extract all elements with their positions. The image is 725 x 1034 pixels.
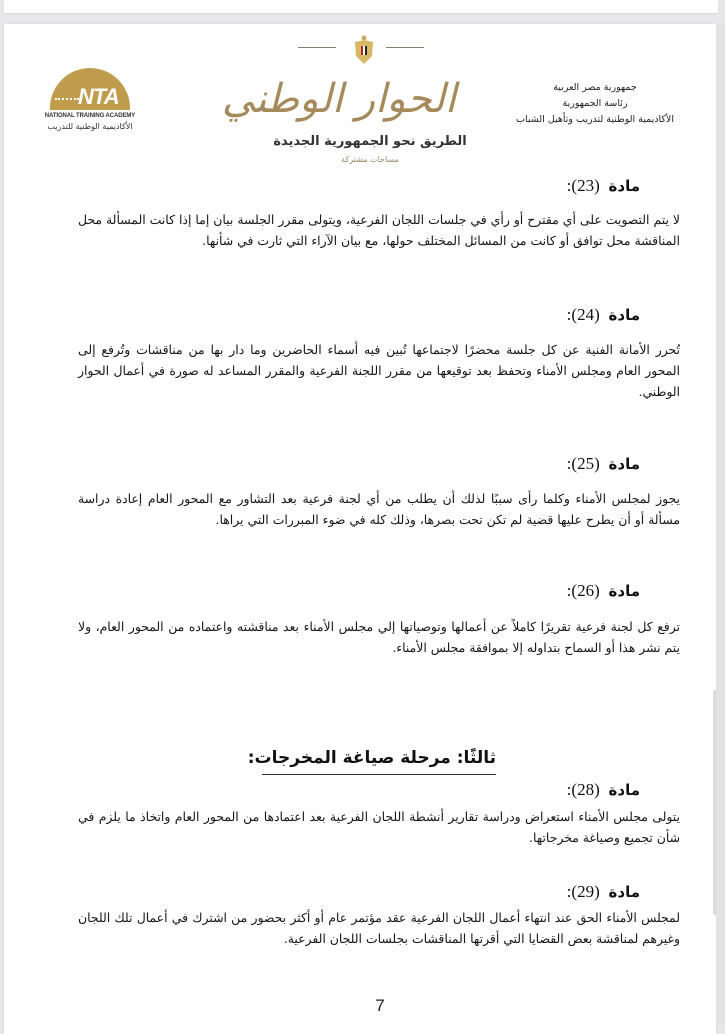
gov-line-presidency: رئاسة الجمهورية [562,98,628,109]
article-number: (23): [566,176,600,195]
government-header [510,80,680,128]
article-heading [567,176,640,196]
logo-subtagline: مساحات مشتركة [341,155,399,164]
article-body: تُحرر الأمانة الفنية عن كل جلسة محضرًا لاجتماعها تُبين فيه أسماء الحاضرين وما دار بها من مناقشات وتُرفع إلى المحور العام ومجلس الأمناء وتحفظ بعد توقيعها من مقرر اللجنة الفرعية والمقرر المساعد له صورة في أعمال الحوار الوطني. [78,342,680,399]
article-body: لمجلس الأمناء الحق عند انتهاء أعمال اللجان الفرعية عقد مؤتمر عام أو أكثر بحضور من اشترك في أعمال تلك اللجان وغيرهم لمناقشة بعض القضايا التي أقرتها المناقشات بجلسات اللجان الفرعية. [78,910,680,946]
nta-logo [44,68,136,143]
article-word: مادة [608,582,640,600]
scrollbar-thumb[interactable] [713,690,717,915]
article-heading [567,882,640,902]
national-dialogue-logo [221,32,470,182]
eagle-emblem-icon [352,34,376,66]
article-body: يتولى مجلس الأمناء استعراض ودراسة تقارير أنشطة اللجان الفرعية بعد اعتمادها من المحور العام واتخاذ ما يلزم في شأن تجميع وصياغة مخرجاتها. [78,809,680,845]
page-number: 7 [375,996,385,1015]
article-number: (29): [566,882,600,901]
article-word: مادة [608,883,640,901]
article-word: مادة [608,306,640,324]
article-word: مادة [608,781,640,799]
national-dialogue-calligraphy: الحوار الوطني [221,76,456,122]
article-number: (28): [566,780,600,799]
article-heading [567,780,640,800]
emblem-line-left [298,47,336,48]
emblem-line-right [386,47,424,48]
nta-logo-arabic: الأكاديمية الوطنية للتدريب [47,122,133,131]
article-heading [567,581,640,601]
article-word: مادة [608,177,640,195]
nta-logo-mark: NTA [78,84,119,109]
logo-tagline: الطريق نحو الجمهورية الجديدة [273,134,467,149]
article-body: لا يتم التصويت على أي مقترح أو رأي في جلسات اللجان الفرعية، ويتولى مقرر الجلسة بيان إما إذا كانت المسألة محل المناقشة محل توافق أو كانت من المسائل المختلف حولها، مع بيان الآراء التي ثارت في شأنها. [78,212,680,248]
article-number: (25): [566,454,600,473]
previous-page [4,0,718,13]
article-number: (26): [566,581,600,600]
gov-line-academy: الأكاديمية الوطنية لتدريب وتأهيل الشباب [516,114,674,125]
nta-logo-wave [55,98,79,103]
article-heading [567,305,640,325]
article-number: (24): [566,305,600,324]
article-body: ترفع كل لجنة فرعية تقريرًا كاملاً عن أعمالها وتوصياتها إلي مجلس الأمناء بعد مناقشته واعتماده من المحور العام، ولا يتم نشر هذا أو السماح بتداوله إلا بموافقة مجلس الأمناء. [78,619,680,655]
article-word: مادة [608,455,640,473]
nta-logo-english: NATIONAL TRAINING ACADEMY [44,113,136,119]
section-heading: ثالثًا: مرحلة صياغة المخرجات: [262,744,496,775]
viewer-right-edge [718,24,725,1024]
article-body: يجوز لمجلس الأمناء وكلما رأى سببًا لذلك أن يطلب من أي لجنة فرعية بعد التشاور مع المحور العام إعادة دراسة مسألة أو أن يطرح عليها قضية لم تكن تحت بصرها، وذلك كله في ضوء المبررات التي يراها. [78,491,680,527]
gov-line-republic: جمهورية مصر العربية [553,82,637,93]
article-heading [567,454,640,474]
